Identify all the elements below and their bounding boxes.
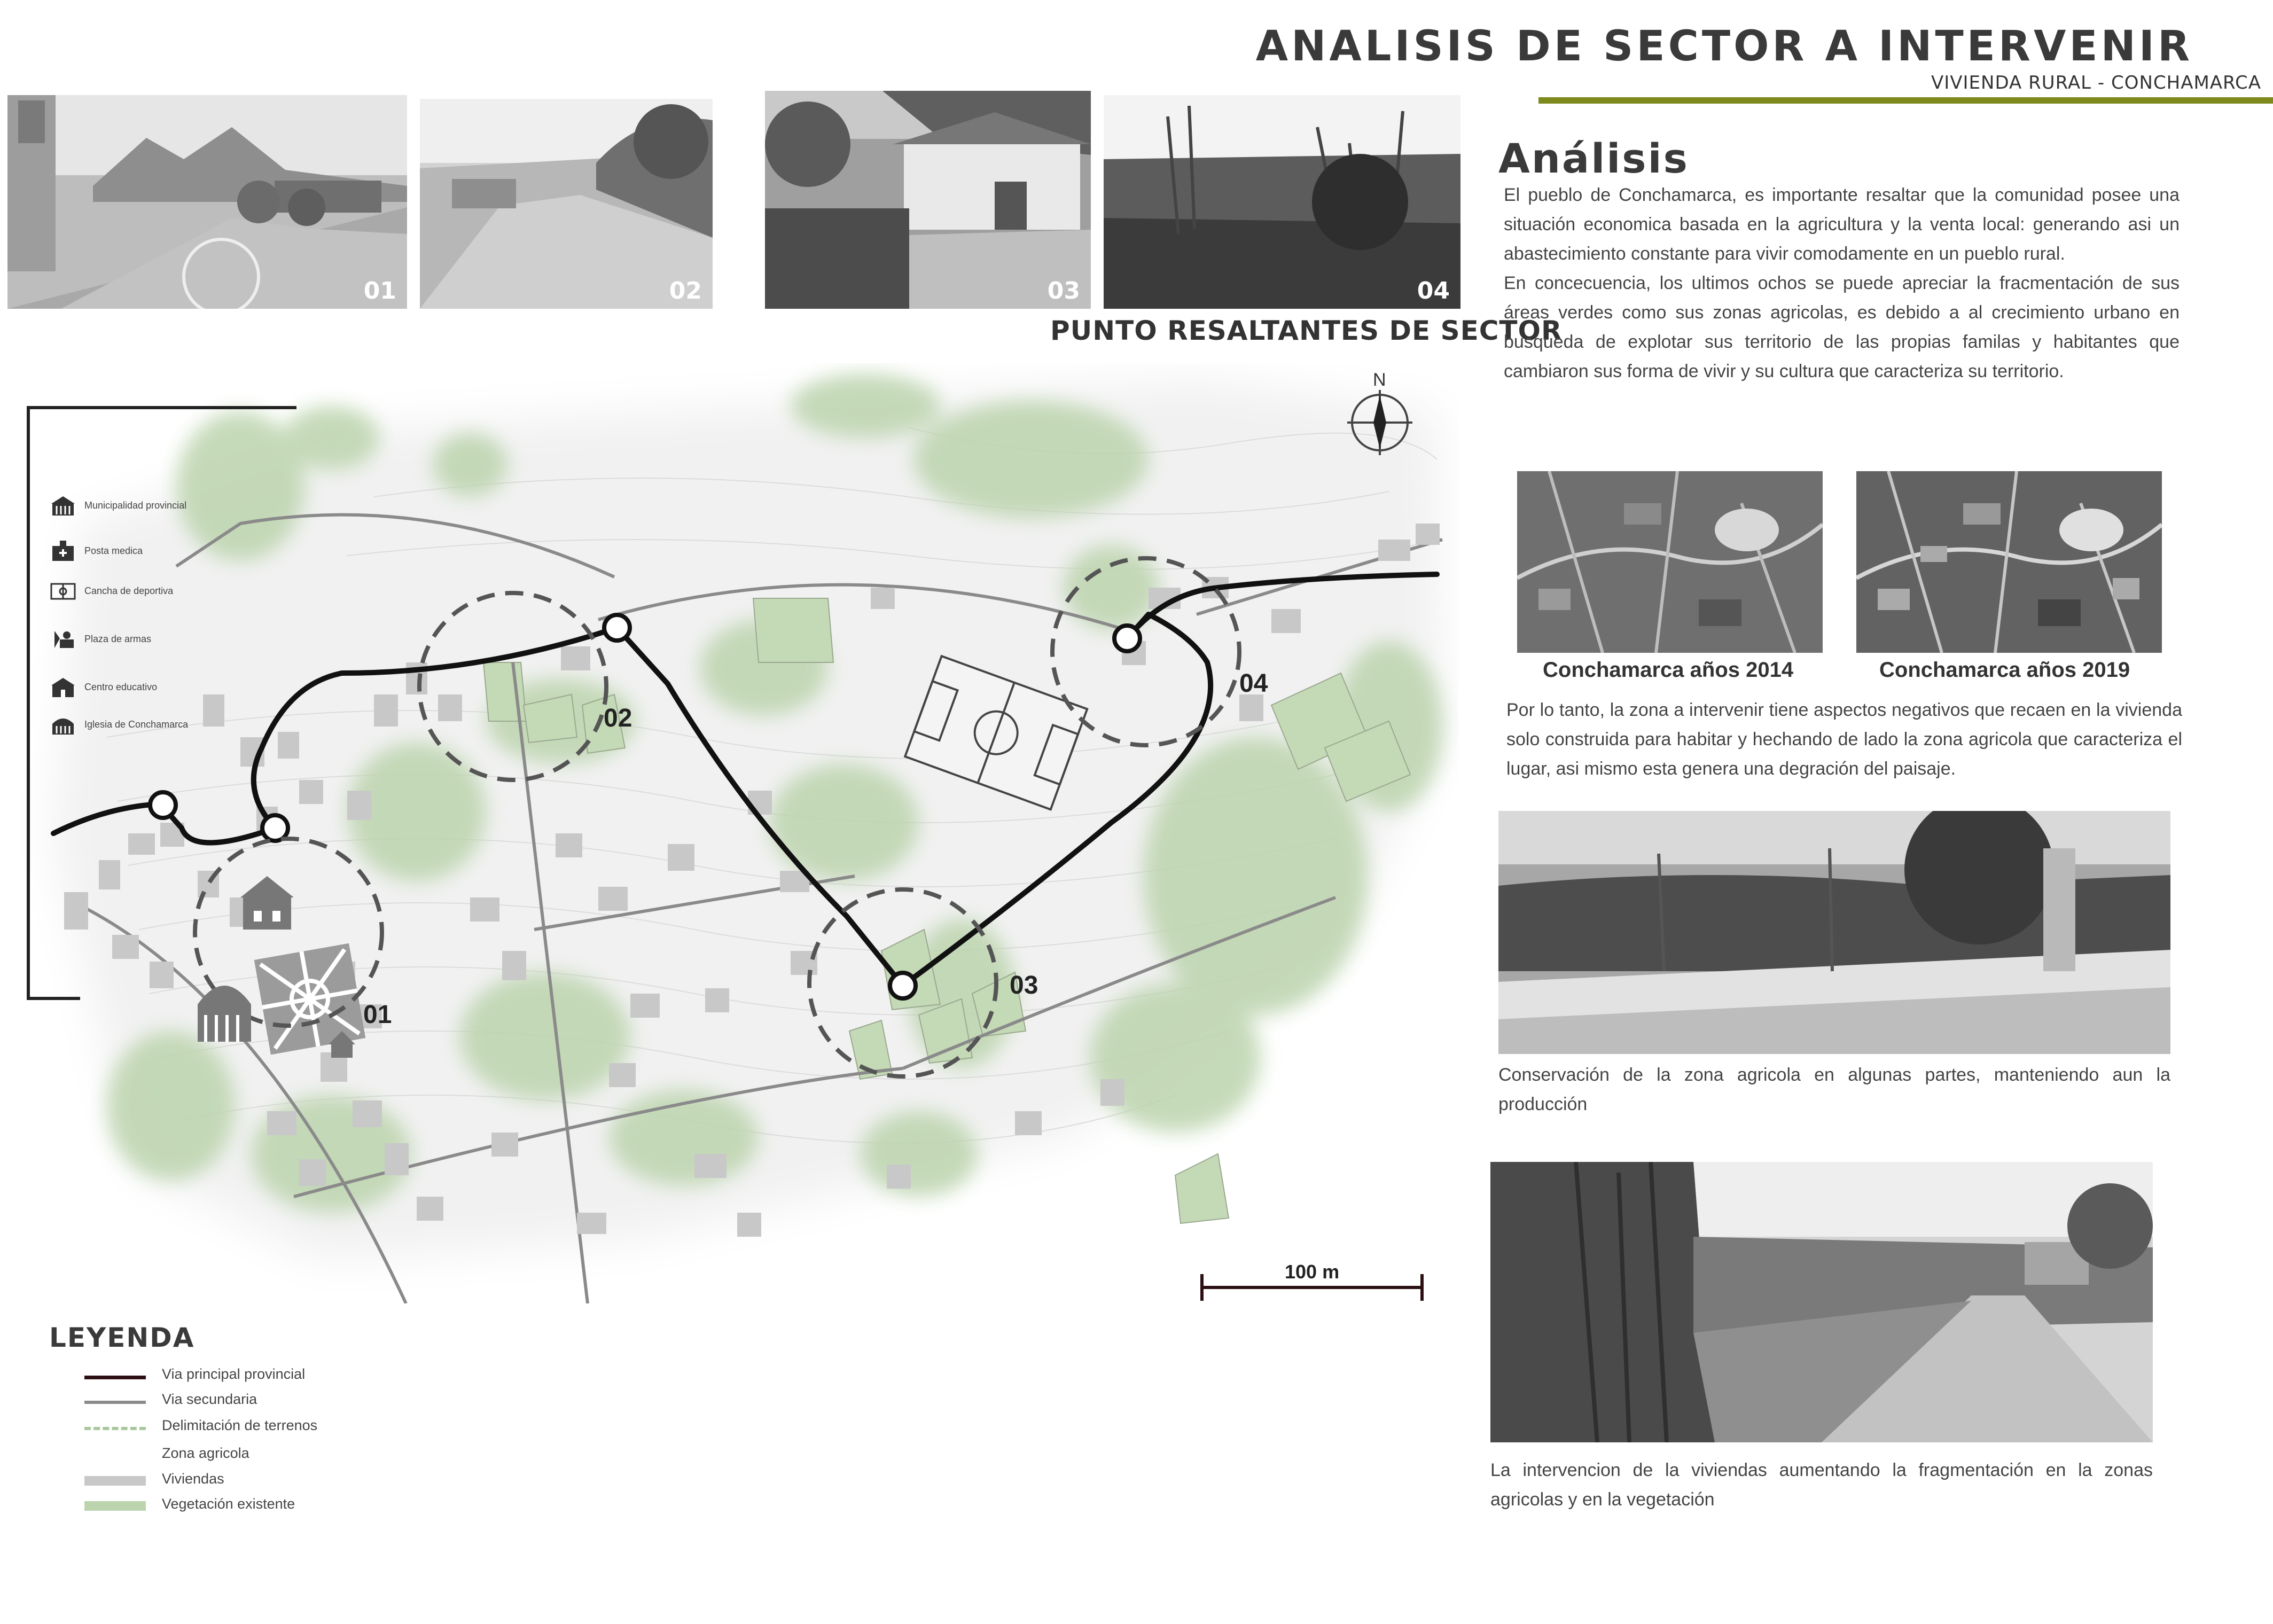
aerial-2019-caption: Conchamarca años 2019 — [1879, 658, 2130, 682]
photo-number: 03 — [1047, 277, 1080, 304]
analysis-heading: Análisis — [1498, 135, 1689, 182]
site-photo-02 — [420, 99, 713, 309]
aerial-photo-2019 — [1856, 471, 2162, 653]
site-photo-01 — [7, 95, 407, 309]
site-map — [0, 363, 1458, 1303]
analysis-text-block — [1504, 181, 2180, 386]
analysis-paragraph-1: El pueblo de Conchamarca, es importante resaltar que la comunidad posee una situación economica basada en la agricultura y la venta local: generando asi un abastecimiento constante para vivir comodamente en un pueblo rural. — [1504, 185, 2180, 264]
clinic-icon — [49, 540, 77, 563]
legend-bracket-top — [27, 406, 296, 409]
photos-caption: PUNTO RESALTANTES DE SECTOR — [1050, 315, 1563, 346]
legend-swatch — [84, 1376, 146, 1379]
municipality-icon — [49, 494, 77, 518]
photo-number: 01 — [363, 277, 396, 304]
symbol-legend-item: Centro educativo — [49, 676, 157, 699]
plaza-icon — [49, 628, 77, 651]
plaza-de-armas — [254, 943, 366, 1055]
symbol-legend-item: Posta medica — [49, 540, 143, 563]
legend-swatch — [84, 1501, 146, 1511]
sports-field-icon — [49, 580, 77, 603]
church-icon — [49, 713, 77, 737]
legend-swatch — [84, 1450, 146, 1460]
page-title: ANALISIS DE SECTOR A INTERVENIR — [1255, 22, 2193, 71]
zone-label-04: 04 — [1239, 669, 1268, 698]
legend-swatch — [84, 1427, 146, 1430]
scale-label: 100 m — [1285, 1261, 1340, 1283]
legend-swatch — [84, 1476, 146, 1486]
legend-bracket-side — [27, 406, 30, 1000]
intervention-caption: La intervencion de la viviendas aumentando la fragmentación en la zonas agricolas y en la vegetación — [1490, 1460, 2153, 1510]
title-underline — [1538, 97, 2273, 104]
analysis-paragraph-2: En concecuencia, los ultimos ochos se puede apreciar la fracmentación de sus áreas verdes como sus zonas agricolas, es debido a al crecimiento urbano en busqueda de explotar sus territorio de las propias familas y habitantes que cambiaron sus forma de vivir y su cultura que caracteriza su territorio. — [1504, 273, 2180, 381]
photo-number: 02 — [669, 277, 702, 304]
conservation-caption: Conservación de la zona agricola en algunas partes, manteniendo aun la producción — [1498, 1065, 2170, 1114]
field-photo-conservation — [1498, 811, 2170, 1054]
zone-label-01: 01 — [363, 1001, 392, 1029]
symbol-legend-item: Cancha de deportiva — [49, 580, 173, 603]
zone-label-02: 02 — [604, 704, 632, 732]
north-label: N — [1373, 370, 1386, 390]
field-photo-intervention — [1490, 1162, 2153, 1442]
legend-swatch — [84, 1401, 146, 1404]
analysis-paragraph-3: Por lo tanto, la zona a intervenir tiene aspectos negativos que recaen en la vivienda solo construida para habitar y hechando de lado la zona agricola que caracteriza el lugar, asi mismo esta genera una degración del paisaje. — [1506, 700, 2182, 779]
photo-number: 04 — [1417, 277, 1450, 304]
legend-title: LEYENDA — [49, 1322, 195, 1353]
site-photo-03 — [765, 91, 1091, 309]
page-subtitle: VIVIENDA RURAL - CONCHAMARCA — [1931, 72, 2261, 93]
aerial-photo-2014 — [1517, 471, 1823, 653]
symbol-legend-item: Plaza de armas — [49, 628, 151, 651]
school-icon — [49, 676, 77, 699]
site-photo-04 — [1104, 95, 1460, 309]
zone-label-03: 03 — [1010, 971, 1038, 1000]
symbol-legend-item: Municipalidad provincial — [49, 494, 186, 518]
symbol-legend-item: Iglesia de Conchamarca — [49, 713, 188, 737]
legend-bracket-bottom — [27, 997, 80, 1000]
map-canvas — [0, 363, 1458, 1303]
aerial-2014-caption: Conchamarca años 2014 — [1543, 658, 1794, 682]
